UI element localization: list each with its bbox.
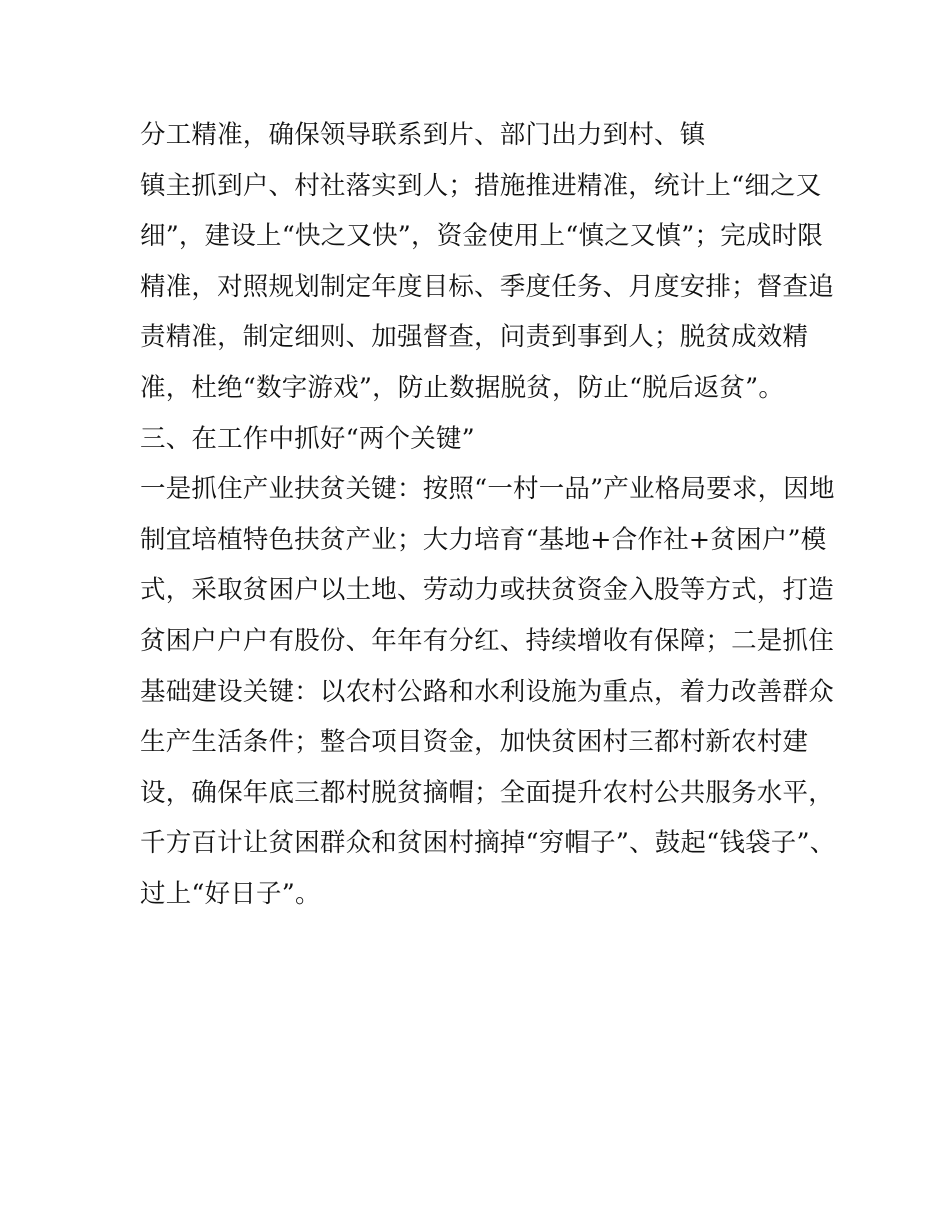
text-line: 镇主抓到户、村社落实到人；措施推进精准，统计上“细之又 bbox=[140, 170, 822, 201]
text-line: 设，确保年底三都村脱贫摘帽；全面提升农村公共服务水平， bbox=[140, 777, 834, 808]
section-heading: 三、在工作中抓好“两个关键” bbox=[140, 423, 475, 454]
text-line: 基础建设关键：以农村公路和水利设施为重点，着力改善群众 bbox=[140, 676, 834, 707]
text-line: 式，采取贫困户以土地、劳动力或扶贫资金入股等方式，打造 bbox=[140, 575, 834, 606]
text-line: 制宜培植特色扶贫产业；大力培育“基地+合作社+贫困户”模 bbox=[140, 524, 827, 555]
text-line: 千方百计让贫困群众和贫困村摘掉“穷帽子”、鼓起“钱袋子”、 bbox=[140, 828, 836, 859]
text-line: 准，杜绝“数字游戏”，防止数据脱贫，防止“脱后返贫”。 bbox=[140, 372, 785, 403]
text-line: 精准，对照规划制定年度目标、季度任务、月度安排；督查追 bbox=[140, 271, 834, 302]
text-line: 贫困户户户有股份、年年有分红、持续增收有保障；二是抓住 bbox=[140, 625, 834, 656]
text-line: 分工精准，确保领导联系到片、部门出力到村、镇 bbox=[140, 120, 706, 150]
text-line: 一是抓住产业扶贫关键：按照“一村一品”产业格局要求，因地 bbox=[140, 474, 835, 505]
text-line: 细”，建设上“快之又快”，资金使用上“慎之又慎”；完成时限 bbox=[140, 221, 823, 252]
document-page bbox=[140, 110, 836, 920]
text-line: 生产生活条件；整合项目资金，加快贫困村三都村新农村建 bbox=[140, 727, 809, 758]
text-line: 责精准，制定细则、加强督查，问责到事到人；脱贫成效精 bbox=[140, 322, 809, 353]
text-line: 过上“好日子”。 bbox=[140, 878, 321, 909]
